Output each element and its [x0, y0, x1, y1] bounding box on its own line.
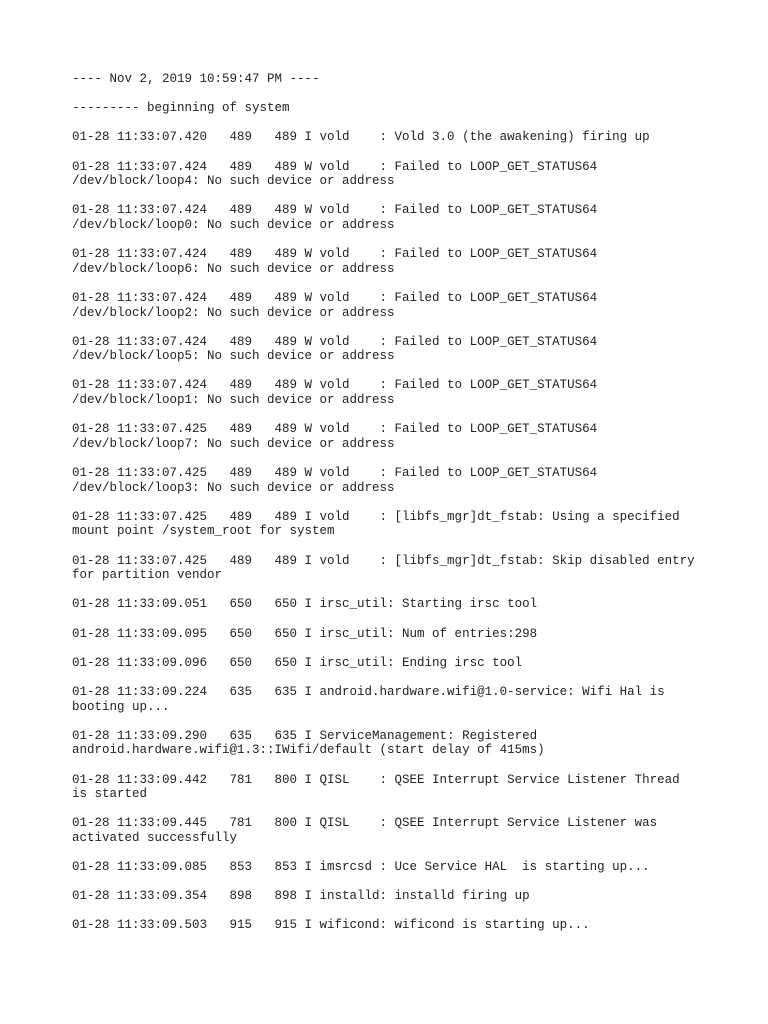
log-entry-continuation: /dev/block/loop6: No such device or address [72, 261, 395, 276]
log-entry-line: 01-28 11:33:09.095 650 650 I irsc_util: Num of entries:298 [72, 626, 538, 641]
log-entry-continuation: /dev/block/loop2: No such device or address [72, 305, 395, 320]
log-entry-line: 01-28 11:33:09.445 781 800 I QISL : QSEE Interrupt Service Listener was [72, 816, 658, 831]
log-entries [72, 130, 732, 933]
log-entry-line: 01-28 11:33:09.085 853 853 I imsrcsd : Uce Service HAL is starting up... [72, 860, 650, 875]
log-entry-line: 01-28 11:33:09.503 915 915 I wificond: wificond is starting up... [72, 918, 590, 933]
log-entry [72, 554, 732, 583]
log-entry-line: 01-28 11:33:07.425 489 489 W vold : Failed to LOOP_GET_STATUS64 [72, 422, 598, 437]
log-entry-line: 01-28 11:33:09.051 650 650 I irsc_util: Starting irsc tool [72, 597, 538, 612]
log-entry-continuation: mount point /system_root for system [72, 524, 335, 539]
log-entry-continuation: /dev/block/loop0: No such device or address [72, 217, 395, 232]
log-entry-continuation: /dev/block/loop5: No such device or address [72, 349, 395, 364]
log-entry [72, 510, 732, 539]
log-entry [72, 203, 732, 232]
log-entry-line: 01-28 11:33:07.424 489 489 W vold : Failed to LOOP_GET_STATUS64 [72, 334, 598, 349]
log-entry-line: 01-28 11:33:09.354 898 898 I installd: installd firing up [72, 889, 530, 904]
log-entry [72, 627, 732, 642]
log-entry-continuation: is started [72, 787, 148, 802]
log-entry-continuation: /dev/block/loop7: No such device or address [72, 436, 395, 451]
log-entry [72, 729, 732, 758]
log-entry [72, 378, 732, 407]
log-entry [72, 466, 732, 495]
log-entry [72, 335, 732, 364]
log-entry [72, 597, 732, 612]
log-section-heading: --------- beginning of system [72, 101, 290, 116]
log-entry-continuation: /dev/block/loop3: No such device or address [72, 480, 395, 495]
log-entry-line: 01-28 11:33:07.424 489 489 W vold : Failed to LOOP_GET_STATUS64 [72, 203, 598, 218]
log-entry-line: 01-28 11:33:09.096 650 650 I irsc_util: Ending irsc tool [72, 655, 523, 670]
log-entry-continuation: /dev/block/loop4: No such device or address [72, 174, 395, 189]
log-entry-line: 01-28 11:33:07.424 489 489 W vold : Failed to LOOP_GET_STATUS64 [72, 290, 598, 305]
log-entry [72, 247, 732, 276]
log-entry-line: 01-28 11:33:07.424 489 489 W vold : Failed to LOOP_GET_STATUS64 [72, 378, 598, 393]
log-entry-line: 01-28 11:33:09.224 635 635 I android.hardware.wifi@1.0-service: Wifi Hal is [72, 684, 665, 699]
log-entry [72, 773, 732, 802]
log-entry-line: 01-28 11:33:09.442 781 800 I QISL : QSEE Interrupt Service Listener Thread [72, 772, 680, 787]
log-entry [72, 656, 732, 671]
log-entry-line: 01-28 11:33:07.425 489 489 I vold : [libfs_mgr]dt_fstab: Skip disabled entry [72, 553, 695, 568]
log-entry-continuation: /dev/block/loop1: No such device or address [72, 393, 395, 408]
log-entry-line: 01-28 11:33:07.425 489 489 W vold : Failed to LOOP_GET_STATUS64 [72, 466, 598, 481]
log-entry [72, 130, 732, 145]
log-entry [72, 816, 732, 845]
log-entry-line: 01-28 11:33:07.420 489 489 I vold : Vold 3.0 (the awakening) firing up [72, 130, 650, 145]
log-entry-line: 01-28 11:33:09.290 635 635 I ServiceManagement: Registered [72, 728, 538, 743]
log-text [72, 72, 732, 948]
log-entry-line: 01-28 11:33:07.424 489 489 W vold : Failed to LOOP_GET_STATUS64 [72, 159, 598, 174]
log-entry-continuation: for partition vendor [72, 568, 223, 583]
log-entry-continuation: booting up... [72, 699, 170, 714]
log-entry-line: 01-28 11:33:07.425 489 489 I vold : [libfs_mgr]dt_fstab: Using a specified [72, 509, 680, 524]
log-entry-continuation: android.hardware.wifi@1.3::IWifi/default (start delay of 415ms) [72, 743, 545, 758]
log-entry-line: 01-28 11:33:07.424 489 489 W vold : Failed to LOOP_GET_STATUS64 [72, 247, 598, 262]
log-entry [72, 889, 732, 904]
log-entry [72, 291, 732, 320]
log-header: ---- Nov 2, 2019 10:59:47 PM ---- [72, 72, 320, 86]
log-entry [72, 918, 732, 933]
log-entry [72, 422, 732, 451]
log-entry-continuation: activated successfully [72, 830, 238, 845]
log-entry [72, 860, 732, 875]
log-entry [72, 685, 732, 714]
log-entry [72, 160, 732, 189]
